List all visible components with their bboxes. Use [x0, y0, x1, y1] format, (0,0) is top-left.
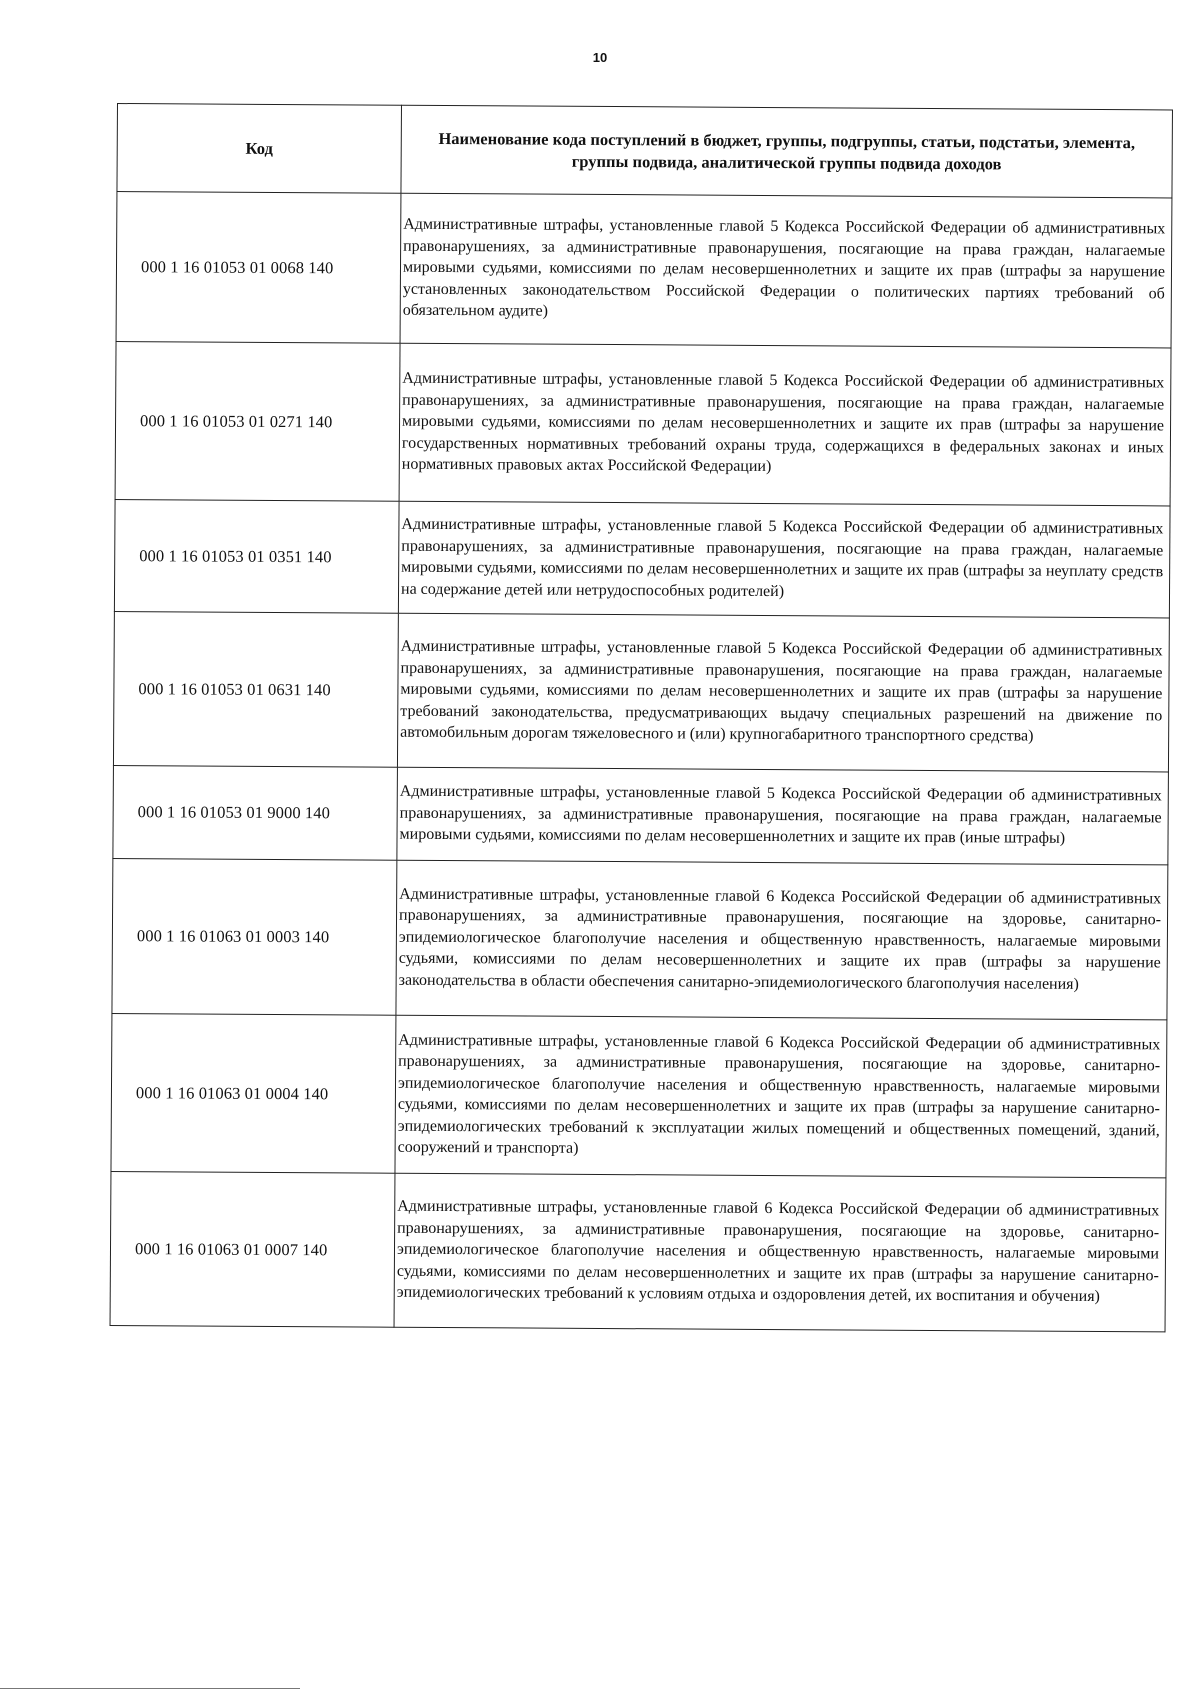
revenue-code-description: Административные штрафы, установленные главой 6 Кодекса Российской Федерации об административных правонарушениях, за административные правонарушения, посягающие на здоровье, санитарно-эпидемиологическое благополучие населения и общественную нравственность, налагаемые мировыми судьями, комиссиями по делам несовершеннолетних и защите их прав (штрафы за нарушение санитарно-эпидемиологических требований к условиям отдыха и оздоровления детей, их воспитания и обучения) [394, 1173, 1166, 1332]
table-row [113, 765, 1169, 864]
table-header-row [117, 104, 1173, 198]
name-column-header: Наименование кода поступлений в бюджет, группы, подгруппы, статьи, подстатьи, элемента, группы подвида, аналитической группы подвида доходов [401, 105, 1173, 198]
revenue-code: 000 1 16 01053 01 0631 140 [113, 611, 398, 767]
table-row [115, 341, 1171, 505]
revenue-code: 000 1 16 01063 01 0004 140 [111, 1013, 396, 1173]
code-column-header: Код [117, 104, 402, 194]
table-row [113, 611, 1169, 771]
revenue-codes-table [110, 103, 1173, 1332]
footer-divider [0, 1688, 300, 1689]
revenue-code: 000 1 16 01053 01 0271 140 [115, 341, 400, 501]
revenue-code: 000 1 16 01063 01 0007 140 [110, 1171, 395, 1327]
revenue-code: 000 1 16 01053 01 9000 140 [113, 765, 398, 860]
table-row [116, 192, 1172, 348]
revenue-code-description: Административные штрафы, установленные главой 5 Кодекса Российской Федерации об административных правонарушениях, за административные правонарушения, посягающие на права граждан, налагаемые мировыми судьями, комиссиями по делам несовершеннолетних и защите их прав (штрафы за нарушение государственных нормативных требований охраны труда, содержащихся в федеральных законах и иных нормативных правовых актах Российской Федерации) [399, 343, 1171, 506]
revenue-code-description: Административные штрафы, установленные главой 5 Кодекса Российской Федерации об административных правонарушениях, за административные правонарушения, посягающие на права граждан, налагаемые мировыми судьями, комиссиями по делам несовершеннолетних и защите их прав (иные штрафы) [397, 767, 1169, 865]
page-number: 10 [592, 50, 608, 65]
table-row [114, 499, 1170, 617]
revenue-code-description: Административные штрафы, установленные главой 5 Кодекса Российской Федерации об административных правонарушениях, за административные правонарушения, посягающие на права граждан, налагаемые мировыми судьями, комиссиями по делам несовершеннолетних и защите их прав (штрафы за нарушение установленных законодательством Российской Федерации о политических партиях требований об обязательном аудите) [400, 193, 1172, 348]
revenue-code-description: Административные штрафы, установленные главой 5 Кодекса Российской Федерации об административных правонарушениях, за административные правонарушения, посягающие на права граждан, налагаемые мировыми судьями, комиссиями по делам несовершеннолетних и защите их прав (штрафы за неуплату средств на содержание детей или нетрудоспособных родителей) [398, 501, 1170, 618]
revenue-code-description: Административные штрафы, установленные главой 5 Кодекса Российской Федерации об административных правонарушениях, за административные правонарушения, посягающие на права граждан, налагаемые мировыми судьями, комиссиями по делам несовершеннолетних и защите их прав (штрафы за нарушение требований законодательства, предусматривающих выдачу специальных разрешений на движение по автомобильным дорогам тяжеловесного и (или) крупногабаритного транспортного средства) [397, 613, 1169, 772]
revenue-code-description: Административные штрафы, установленные главой 6 Кодекса Российской Федерации об административных правонарушениях, за административные правонарушения, посягающие на здоровье, санитарно-эпидемиологическое благополучие населения и общественную нравственность, налагаемые мировыми судьями, комиссиями по делам несовершеннолетних и защите их прав (штрафы за нарушение санитарно-эпидемиологических требований к эксплуатации жилых помещений и общественных помещений, зданий, сооружений и транспорта) [395, 1015, 1167, 1178]
revenue-code: 000 1 16 01053 01 0068 140 [116, 192, 401, 344]
revenue-code-description: Административные штрафы, установленные главой 6 Кодекса Российской Федерации об административных правонарушениях, за административные правонарушения, посягающие на здоровье, санитарно-эпидемиологическое благополучие населения и общественную нравственность, налагаемые мировыми судьями, комиссиями по делам несовершеннолетних и защите их прав (штрафы за нарушение законодательства в области обеспечения санитарно-эпидемиологического благополучия населения) [396, 860, 1168, 1020]
table-row [112, 858, 1168, 1019]
revenue-code: 000 1 16 01053 01 0351 140 [114, 499, 399, 613]
table-row [110, 1171, 1166, 1331]
revenue-code: 000 1 16 01063 01 0003 140 [112, 858, 397, 1015]
table-row [111, 1013, 1167, 1177]
